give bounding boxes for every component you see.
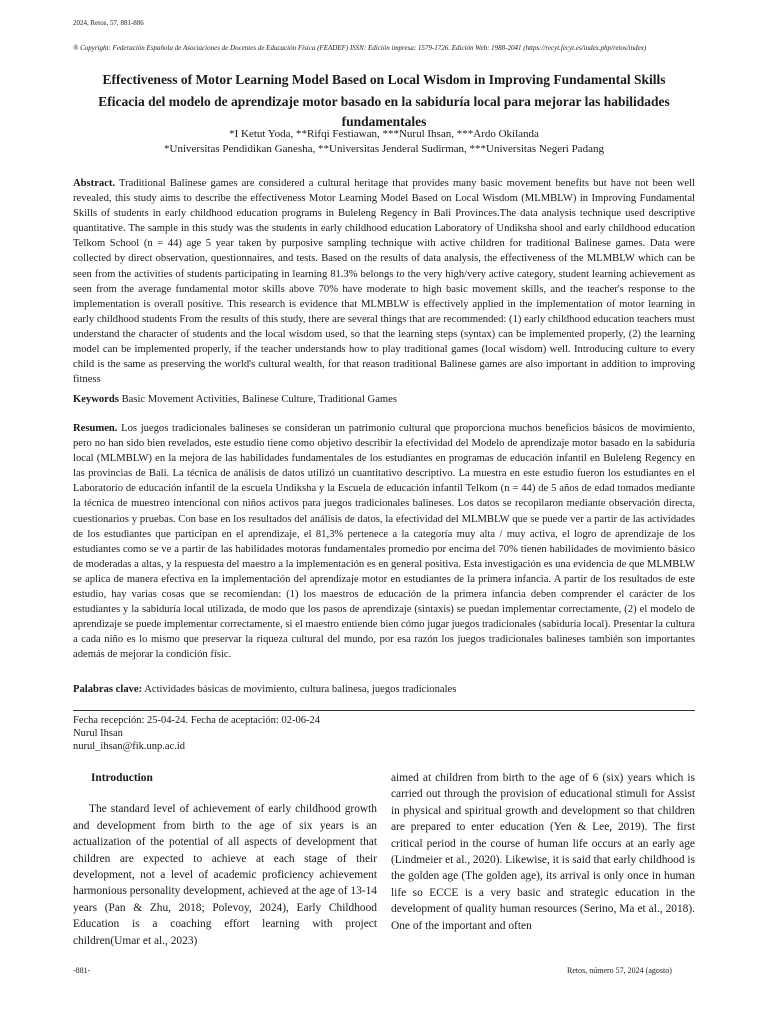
palabras-clave: [73, 682, 695, 697]
palabras-text: Actividades básicas de movimiento, cultura balinesa, juegos tradicionales: [144, 684, 457, 695]
page-number: -881-: [73, 966, 91, 975]
author-list: *I Ketut Yoda, **Rifqi Festiawan, ***Nurul Ihsan, ***Ardo Okilanda: [229, 128, 539, 140]
abstract-text: Traditional Balinese games are considered a cultural heritage that provides many basic movement benefits but have not been well revealed, this study aims to describe the effectiveness Motor Learning Model Based on Local Wisdom (MLMBLW) in Improving Fundamental Skills of students in early childhood education programs in Buleleng Regency in Bali Provinces.The data analysis technique used descriptive quantitative. The sample in this study was the students in early childhood education Laboratory of Undiksha shool and early childhood education Telkom School (n = 44) age 5 year taken by purposive sampling technique with active children for traditional Balinese games. Data were collected by direct observation, questionnaires, and tests. Based on the results of data analysis, the effectiveness of the MLMBLW which can be seen from the activities of students participating in learning 81.3% belongs to the very high/very active category, student learning achievement as seen from the average fundamental motor skills above 70% have moderate to high basic movement skills, and the teacher's response to the implementation is overall positive. This research is evidence that MLMBLW is effectively applied in the implementation of motor learning in early childhood students From the results of this study, there are several things that are recommended: (1) early childhood education teachers must understand the character of students and the local wisdom used, so that the learning steps (syntax) can be implemented properly, (2) the learning model can be implemented properly, if the teacher understands how to play traditional games (local wisdom) well. Introducing culture to every child is the same as preserving the world's cultural wealth, for that reason traditional Balinese games are also important in addition to improving fitness: [73, 178, 695, 386]
left-column: [73, 770, 377, 949]
abstract: [73, 176, 695, 387]
separator-rule: [73, 710, 695, 711]
issue-info: Retos, número 57, 2024 (agosto): [567, 966, 672, 975]
reception-dates: Fecha recepción: 25-04-24. Fecha de aceptación: 02-06-24: [73, 715, 320, 726]
introduction-paragraph-left: The standard level of achievement of early childhood growth and development from birth to the age of six years is an actualization of the potential of all aspects of development that children are expected to achieve at each stage of their development, not a level of academic proficiency achievement harmonious personality development, achieved at the age of 13-14 years (Pan & Zhu, 2018; Polevoy, 2024), Early Childhood Education is a coaching effort learning with project children(Umar et al., 2023): [73, 803, 377, 947]
resumen: [73, 421, 695, 663]
resumen-label: Resumen.: [73, 423, 118, 434]
keywords-text: Basic Movement Activities, Balinese Culture, Traditional Games: [121, 394, 397, 405]
keywords: [73, 392, 695, 407]
copyright-notice: ® Copyright: Federación Española de Asociaciones de Docentes de Educación Física (FEADEF) ISSN: Edición impresa: 1579-1726. Edición Web: 1988-2041 (https://recyt.fecyt.es/index.php/retos/index): [73, 44, 647, 52]
introduction-heading: Introduction: [91, 772, 153, 784]
resumen-text: Los juegos tradicionales balineses se consideran un patrimonio cultural que proporciona muchos beneficios básicos de movimiento, pero no han sido bien revelados, este estudio tiene como objetivo describir la efectividad del Modelo de aprendizaje motor basado en la sabiduría local (MLMBLW) en la mejora de las habilidades fundamentales de los estudiantes en programas de educación infantil en Buleleng Regency en las provincias de Bali. La técnica de análisis de datos utilizó un cuantitativo descriptivo. La muestra en este estudio fueron los estudiantes en el Laboratorio de educación infantil de la escuela Undiksha y la Escuela de educación infantil Telkom (n = 44) de 5 años de edad tomados mediante la técnica de muestreo intencional con niños activos para juegos tradicionales balineses. Los datos se recopilaron mediante observación directa, cuestionarios y pruebas. Con base en los resultados del análisis de datos, la efectividad del MLMBLW que se puede ver a partir de las actividades de los estudiantes que participan en el aprendizaje, el 81,3% pertenece a la categoría muy alta / muy activa, el logro de aprendizaje de los estudiantes como se ve a partir de las habilidades motoras fundamentales promedio por encima del 70% tienen habilidades de movimiento básico de moderadas a altas, y la respuesta del maestro a la implementación es en general positiva. Esta investigación es una evidencia de que MLMBLW se aplica de manera efectiva en la implementación del aprendizaje motor en estudiantes de la primera infancia. A partir de los resultados de este estudio, hay varias cosas que se recomiendan: (1) los maestros de educación de la primera infancia deben comprender el carácter de los estudiantes y la sabiduría local utilizada, de modo que los pasos de aprendizaje (sintaxis) se puedan implementar correctamente, (2) el modelo de aprendizaje se puede implementar correctamente, si el maestro entiende bien cómo jugar juegos tradicionales (sabiduría local). Presentar la cultura a cada niño es lo mismo que preservar la riqueza cultural del mundo, por esa razón los juegos tradicionales balineses también son importantes además de mejorar la condición físic.: [73, 423, 695, 661]
palabras-label: Palabras clave:: [73, 684, 143, 695]
right-column: [391, 770, 695, 934]
title-spanish: Eficacia del modelo de aprendizaje motor basado en la sabiduría local para mejorar las habilidades fundamentales: [98, 94, 670, 129]
abstract-label: Abstract.: [73, 178, 116, 189]
title-english: Effectiveness of Motor Learning Model Based on Local Wisdom in Improving Fundamental Skills: [102, 72, 666, 87]
keywords-label: Keywords: [73, 394, 119, 405]
correspondence-name: Nurul Ihsan: [73, 728, 123, 739]
introduction-paragraph-right: aimed at children from birth to the age of 6 (six) years which is carried out through the provision of educational stimuli for Assist in physical and spiritual growth and development so that children are prepared to enter education (Yen & Lee, 2019). The first critical period in the course of human life occurs at an early age (Lindmeier et al., 2020). Likewise, it is said that early childhood is the golden age (The golden age), its arrival is only once in human life so ECCE is a very basic and strategic education in the development of quality human resources (Serino, Ma et al., 2018). One of the important and often: [391, 772, 695, 932]
journal-reference: 2024, Retos, 57, 881-886: [73, 19, 144, 27]
affiliation-list: *Universitas Pendidikan Ganesha, **Universitas Jenderal Sudirman, ***Universitas Negeri Padang: [164, 143, 604, 155]
correspondence-email[interactable]: nurul_ihsan@fik.unp.ac.id: [73, 741, 186, 752]
